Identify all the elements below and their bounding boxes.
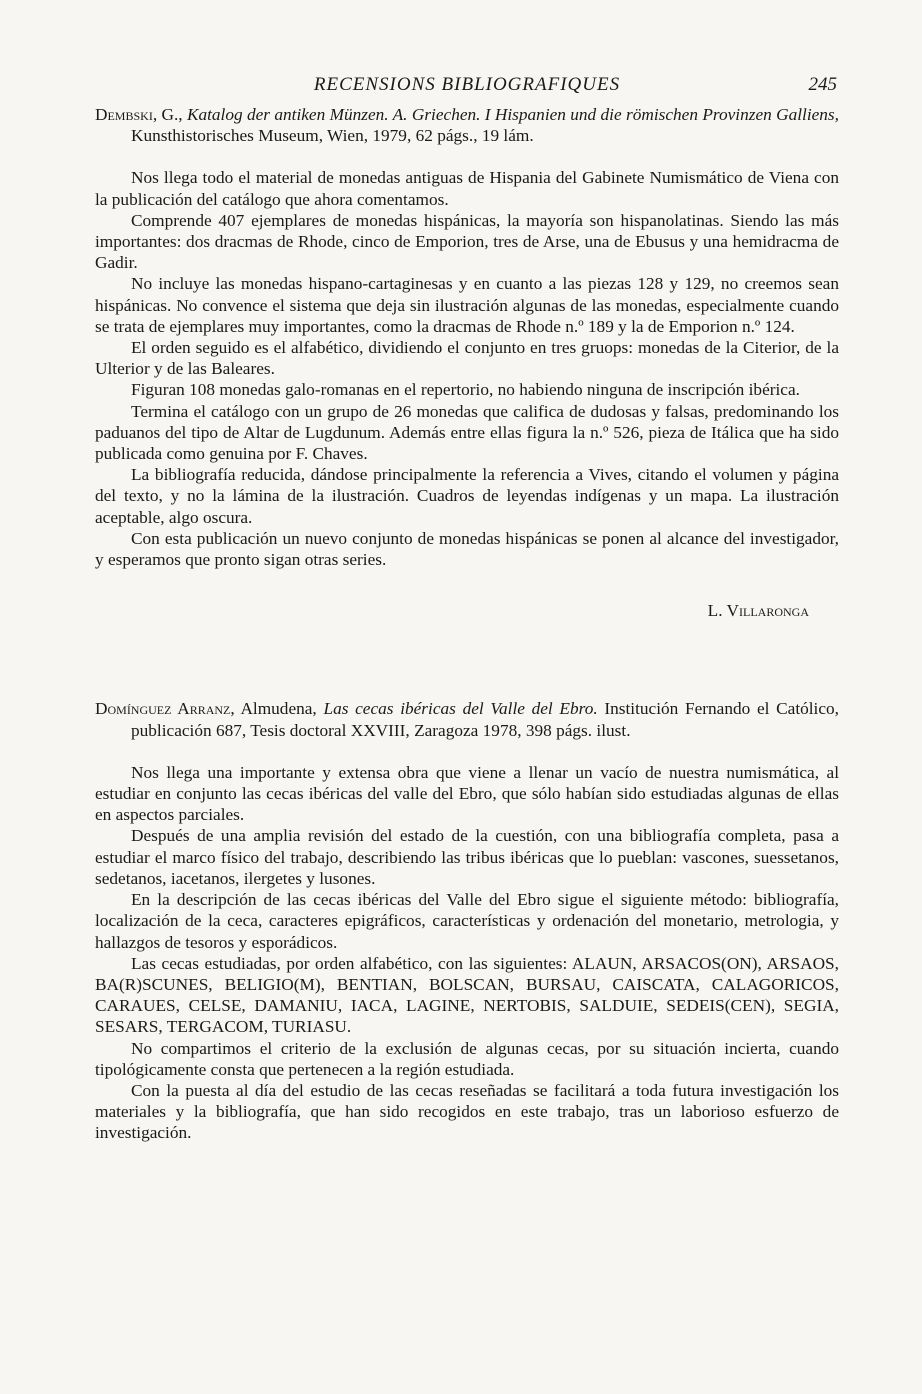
review-paragraph: Nos llega todo el material de monedas antiguas de Hispania del Gabinete Numismático de Viena con la publicación del catálogo que ahora comentamos.: [95, 168, 839, 209]
review-dominguez: [95, 698, 839, 1143]
review-paragraph: Con esta publicación un nuevo conjunto de monedas hispánicas se ponen al alcance del investigador, y esperamos que pronto sigan otras series.: [95, 528, 839, 570]
reviewer-signature: L. Villaronga: [707, 601, 809, 621]
running-title: RECENSIONS BIBLIOGRAFIQUES: [313, 74, 621, 95]
review-paragraph: Con la puesta al día del estudio de las cecas reseñadas se facilitará a toda futura investigación los materiales y la bibliografía, que han sido recogidos en este trabajo, tras un laborioso esfuerzo de investigación.: [95, 1080, 839, 1143]
citation-details: Institución Fernando el Católico, publicación 687, Tesis doctoral XXVIII, Zaragoza 1978, 398 págs. ilust.: [131, 699, 839, 740]
review-paragraph: La bibliografía reducida, dándose principalmente la referencia a Vives, citando el volumen y página del texto, y no la lámina de la ilustración. Cuadros de leyendas indígenas y un mapa. La ilustración aceptable, algo oscura.: [95, 465, 839, 527]
review-paragraph: Figuran 108 monedas galo-romanas en el repertorio, no habiendo ninguna de inscripción ibérica.: [131, 380, 800, 400]
citation-author-first: Almudena,: [240, 699, 317, 719]
review-paragraph: No compartimos el criterio de la exclusión de algunas cecas, por su situación incierta, cuando tipológicamente consta que pertenecen a la región estudiada.: [95, 1038, 839, 1079]
review-paragraph: Termina el catálogo con un grupo de 26 monedas que califica de dudosas y falsas, predominando los paduanos del tipo de Altar de Lugdunum. Además entre ellas figura la n.º 526, pieza de Itálica que ha sido publicada como genuina por F. Chaves.: [95, 401, 839, 464]
review-dembski: [95, 104, 839, 621]
citation-title: Katalog der antiken Münzen. A. Griechen. I Hispanien und die römischen Provinzen Galliens,: [186, 105, 839, 124]
citation-author: Domínguez Arranz,: [95, 699, 235, 719]
page: [95, 70, 839, 1144]
review-paragraph: No incluye las monedas hispano-cartaginesas y en cuanto a las piezas 128 y 129, no creemos sean hispánicas. No convence el sistema que deja sin ilustración algunas de las monedas, especialmente cuando se trata de ejemplares muy importantes, como la dracmas de Rhode n.º 189 y la de Emporion n.º 124.: [95, 274, 839, 336]
review-paragraph: Las cecas estudiadas, por orden alfabético, con las siguientes: ALAUN, ARSACOS(ON), ARSAOS, BA(R)SCUNES, BELIGIO(M), BENTIAN, BOLSCAN, BURSAU, CAISCATA, CALAGORICOS, CARAUES, CELSE, DAMANIU, IACA, LAGINE, NERTOBIS, SALDUIE, SEDEIS(CEN), SEGIA, SESARS, TERGACOM, TURIASU.: [95, 953, 839, 1037]
citation-author: Dembski, G.,: [95, 105, 183, 124]
citation-details: Kunsthistorisches Museum, Wien, 1979, 62 págs., 19 lám.: [131, 126, 534, 146]
review-paragraph: En la descripción de las cecas ibéricas del Valle del Ebro sigue el siguiente método: bibliografía, localización de la ceca, caracteres epigráficos, características y ordenación del monetario, metrologia, y hallazgos de tesoros y esporádicos.: [95, 890, 839, 952]
citation-title: Las cecas ibéricas del Valle del Ebro.: [323, 699, 598, 719]
page-number: 245: [808, 74, 837, 95]
review-paragraph: Nos llega una importante y extensa obra que viene a llenar un vacío de nuestra numismática, al estudiar en conjunto las cecas ibéricas del valle del Ebro, que sólo habían sido estudiadas algunas de ellas en aspectos parciales.: [95, 762, 839, 825]
citation: [95, 698, 839, 740]
running-head: [95, 70, 839, 104]
review-paragraph: Comprende 407 ejemplares de monedas hispánicas, la mayoría son hispanolatinas. Siendo las más importantes: dos dracmas de Rhode, cinco de Emporion, tres de Arse, una de Ebusus y una hemidracma de Gadir.: [95, 210, 839, 273]
review-paragraph: El orden seguido es el alfabético, dividiendo el conjunto en tres gruops: monedas de la Citerior, de la Ulterior y de las Baleares.: [95, 338, 839, 379]
citation: [95, 104, 839, 146]
review-paragraph: Después de una amplia revisión del estado de la cuestión, con una bibliografía completa, pasa a estudiar el marco físico del trabajo, describiendo las tribus ibéricas que lo pueblan: vascones, suessetanos, sedetanos, iacetanos, ilergetes y lusones.: [95, 826, 839, 888]
